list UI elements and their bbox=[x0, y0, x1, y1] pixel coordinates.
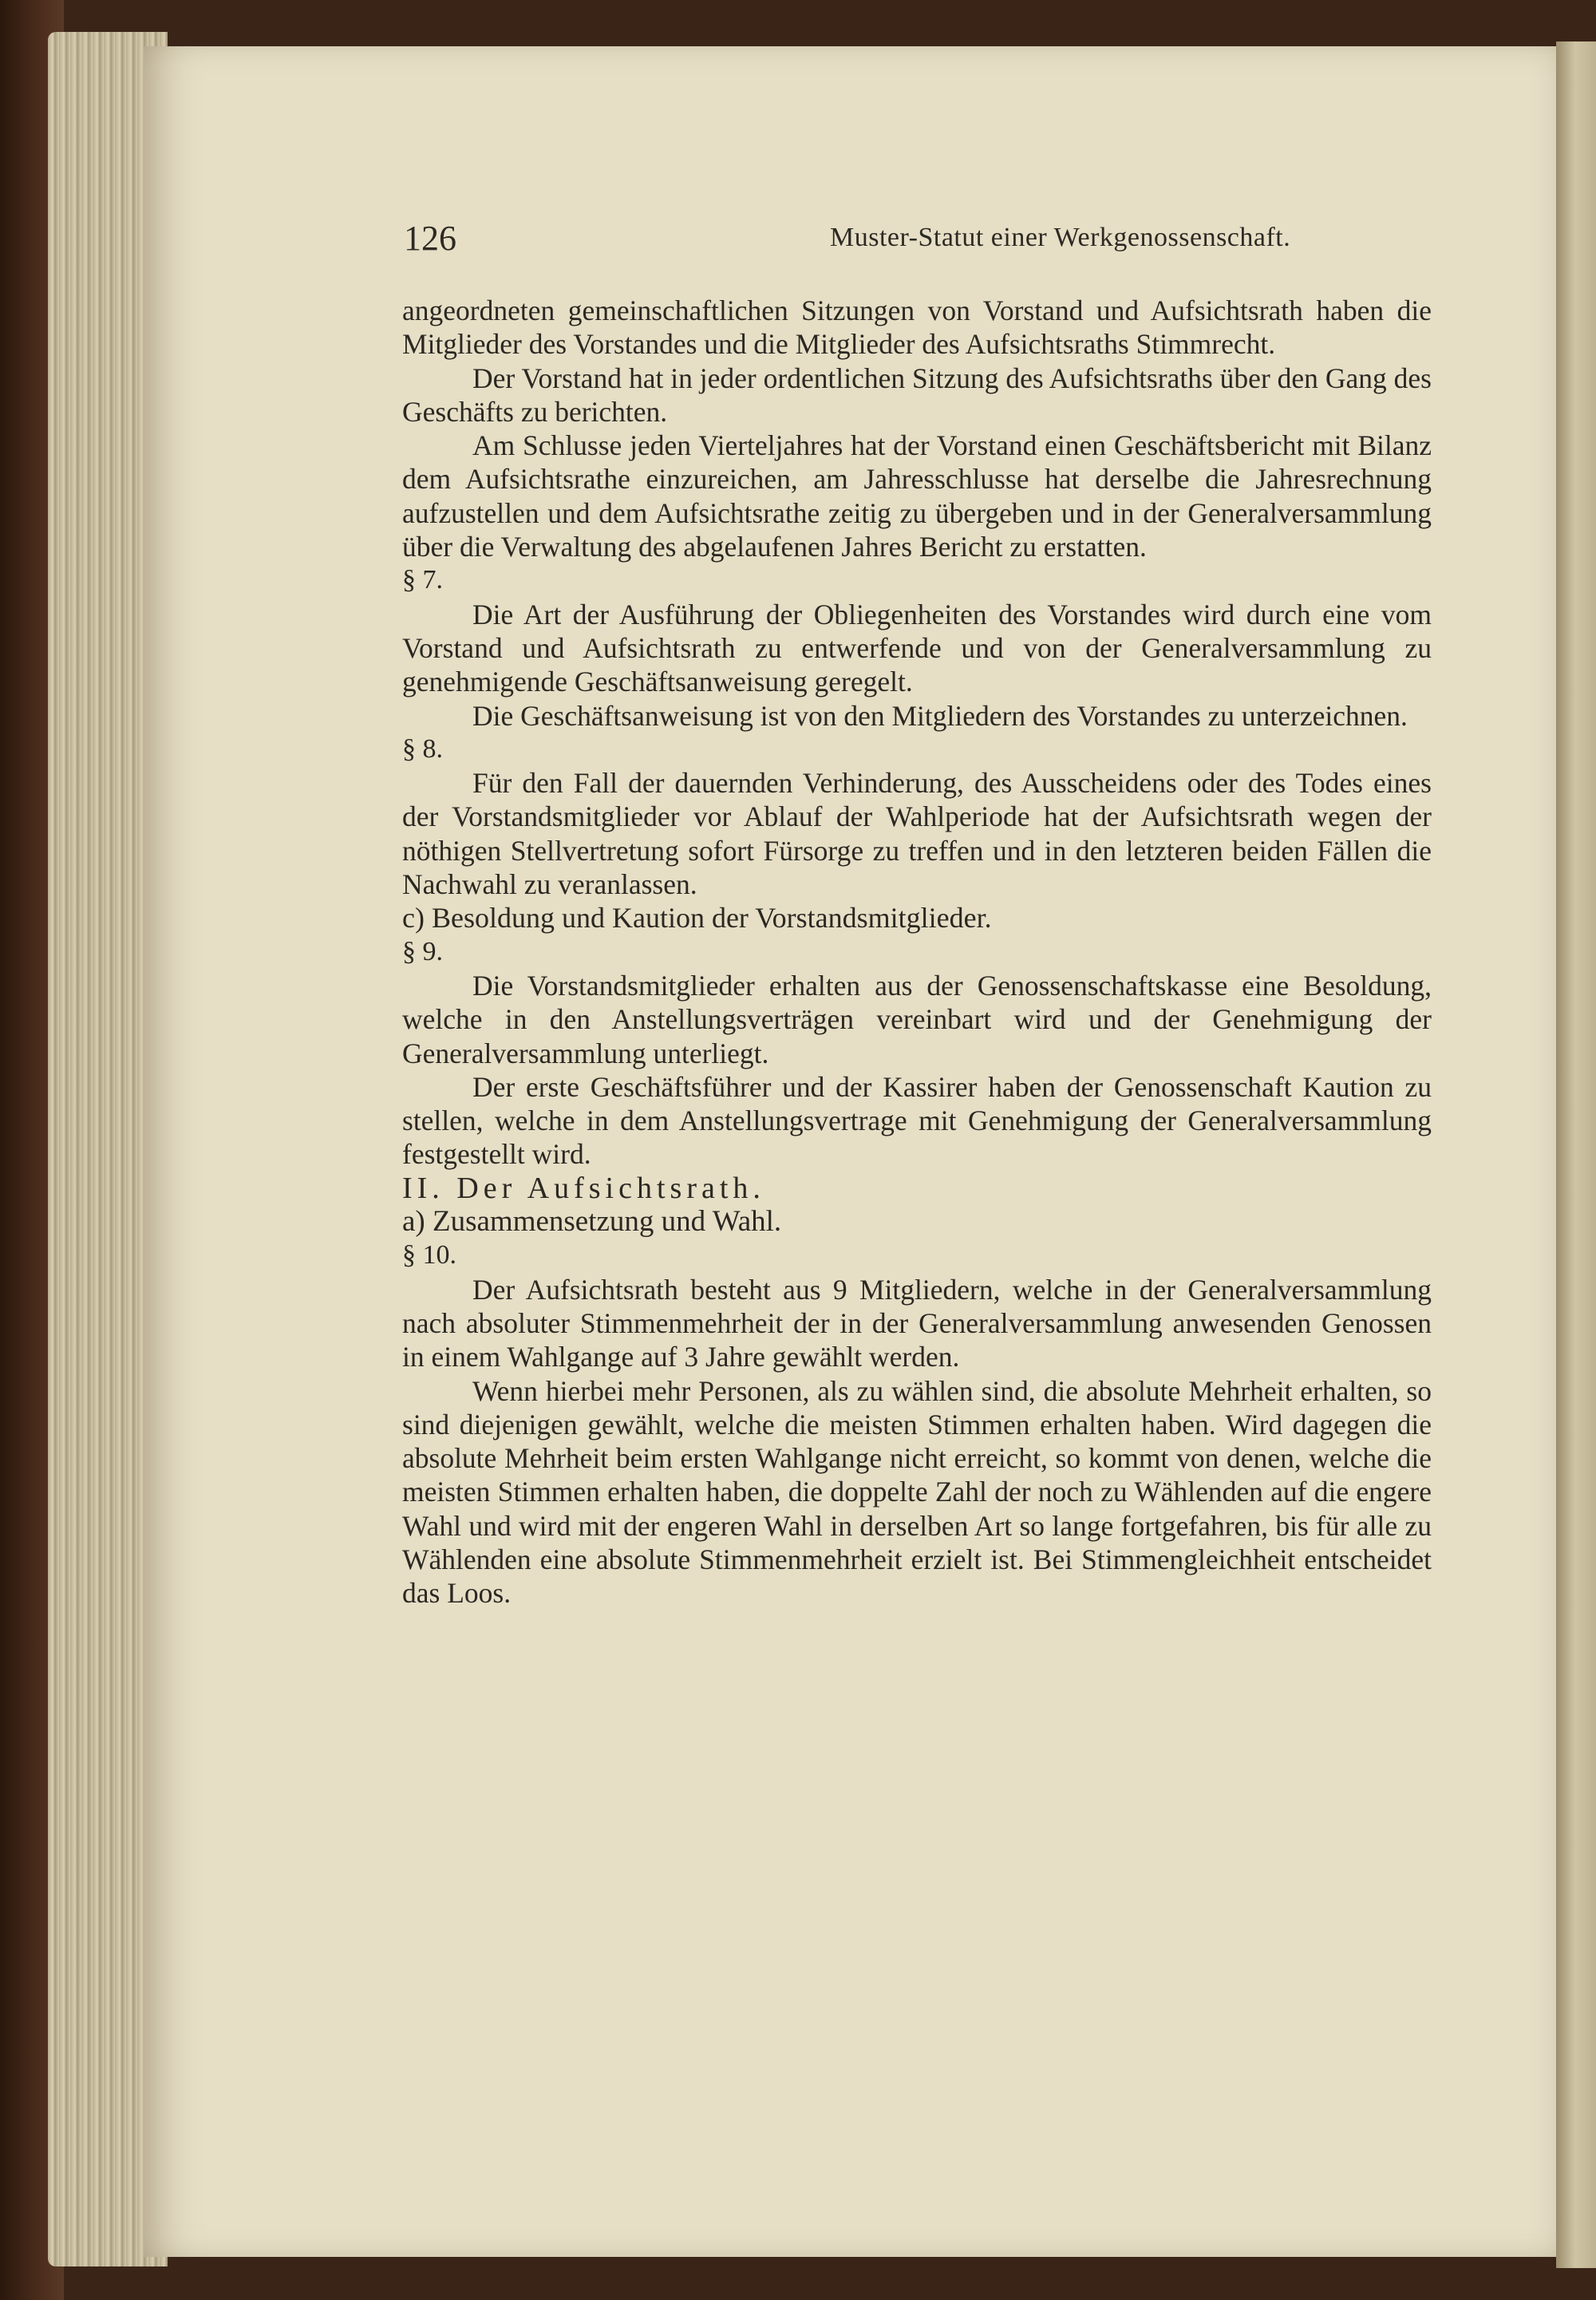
paragraph: angeordneten gemeinschaftlichen Sitzungen von Vorstand und Aufsichtsrath haben die Mitglieder des Vorstandes und die Mitglieder des Aufsichtsraths Stimmrecht. bbox=[402, 294, 1432, 361]
page-header bbox=[255, 218, 1428, 266]
part-heading: II. Der Aufsichtsrath. bbox=[402, 1171, 765, 1205]
running-head: Muster-Statut einer Werkgenossenschaft. bbox=[830, 223, 1291, 252]
section-mark: § 8. bbox=[402, 733, 443, 764]
paragraph: Der erste Geschäftsführer und der Kassirer haben der Genossenschaft Kaution zu stellen, welche in dem Anstellungsvertrage mit Genehmigung der Generalversammlung festgestellt wird. bbox=[402, 1070, 1432, 1171]
paragraph: Die Art der Ausführung der Obliegenheiten des Vorstandes wird durch eine vom Vorstand und Aufsichtsrath zu entwerfende und von der Generalversammlung zu genehmigende Geschäftsanweisung geregelt. bbox=[402, 598, 1432, 698]
next-page-edge bbox=[1556, 41, 1596, 2268]
section-mark: § 9. bbox=[402, 936, 443, 966]
section-mark: § 10. bbox=[402, 1240, 456, 1271]
paragraph: Die Geschäftsanweisung ist von den Mitgliedern des Vorstandes zu unterzeichnen. bbox=[472, 699, 1408, 732]
section-mark: § 7. bbox=[402, 565, 443, 595]
paragraph: Für den Fall der dauernden Verhinderung, des Ausscheidens oder des Todes eines der Vorstandsmitglieder vor Ablauf der Wahlperiode hat der Aufsichtsrath wegen der nöthigen Stellvertretung sofort Fürsorge zu treffen und in den letzteren beiden Fällen die Nachwahl zu veranlassen. bbox=[402, 767, 1432, 901]
paragraph: Der Vorstand hat in jeder ordentlichen Sitzung des Aufsichtsraths über den Gang des Geschäfts zu berichten. bbox=[402, 362, 1432, 428]
page-number: 126 bbox=[404, 219, 456, 258]
sub-heading: c) Besoldung und Kaution der Vorstandsmitglieder. bbox=[402, 902, 992, 935]
sub-heading: a) Zusammensetzung und Wahl. bbox=[402, 1205, 782, 1239]
paragraph: Der Aufsichtsrath besteht aus 9 Mitgliedern, welche in der Generalversammlung nach absoluter Stimmenmehrheit der in der Generalversammlung anwesenden Genossen in einem Wahlgange auf 3 Jahre gewählt werden. bbox=[402, 1273, 1432, 1373]
paragraph: Am Schlusse jeden Vierteljahres hat der Vorstand einen Geschäftsbericht mit Bilanz dem Aufsichtsrathe einzureichen, am Jahresschlusse hat derselbe die Jahresrechnung aufzustellen und dem Aufsichtsrathe zeitig zu übergeben und in der Generalversammlung über die Verwaltung des abgelaufenen Jahres Bericht zu erstatten. bbox=[402, 429, 1432, 563]
body-text bbox=[402, 294, 1432, 1610]
paragraph: Die Vorstandsmitglieder erhalten aus der Genossenschaftskasse eine Besoldung, welche in den Anstellungsverträgen vereinbart wird und der Genehmigung der Generalversammlung unterliegt. bbox=[402, 969, 1432, 1069]
paragraph: Wenn hierbei mehr Personen, als zu wählen sind, die absolute Mehrheit erhalten, so sind diejenigen gewählt, welche die meisten Stimmen erhalten haben. Wird dagegen die absolute Mehrheit beim ersten Wahlgange nicht erreicht, so kommt von denen, welche die meisten Stimmen erhalten haben, die doppelte Zahl der noch zu Wählenden auf die engere Wahl und wird mit der engeren Wahl in derselben Art so lange fortgefahren, bis für alle zu Wählenden eine absolute Stimmenmehrheit erzielt ist. Bei Stimmengleichheit entscheidet das Loos. bbox=[402, 1374, 1432, 1610]
